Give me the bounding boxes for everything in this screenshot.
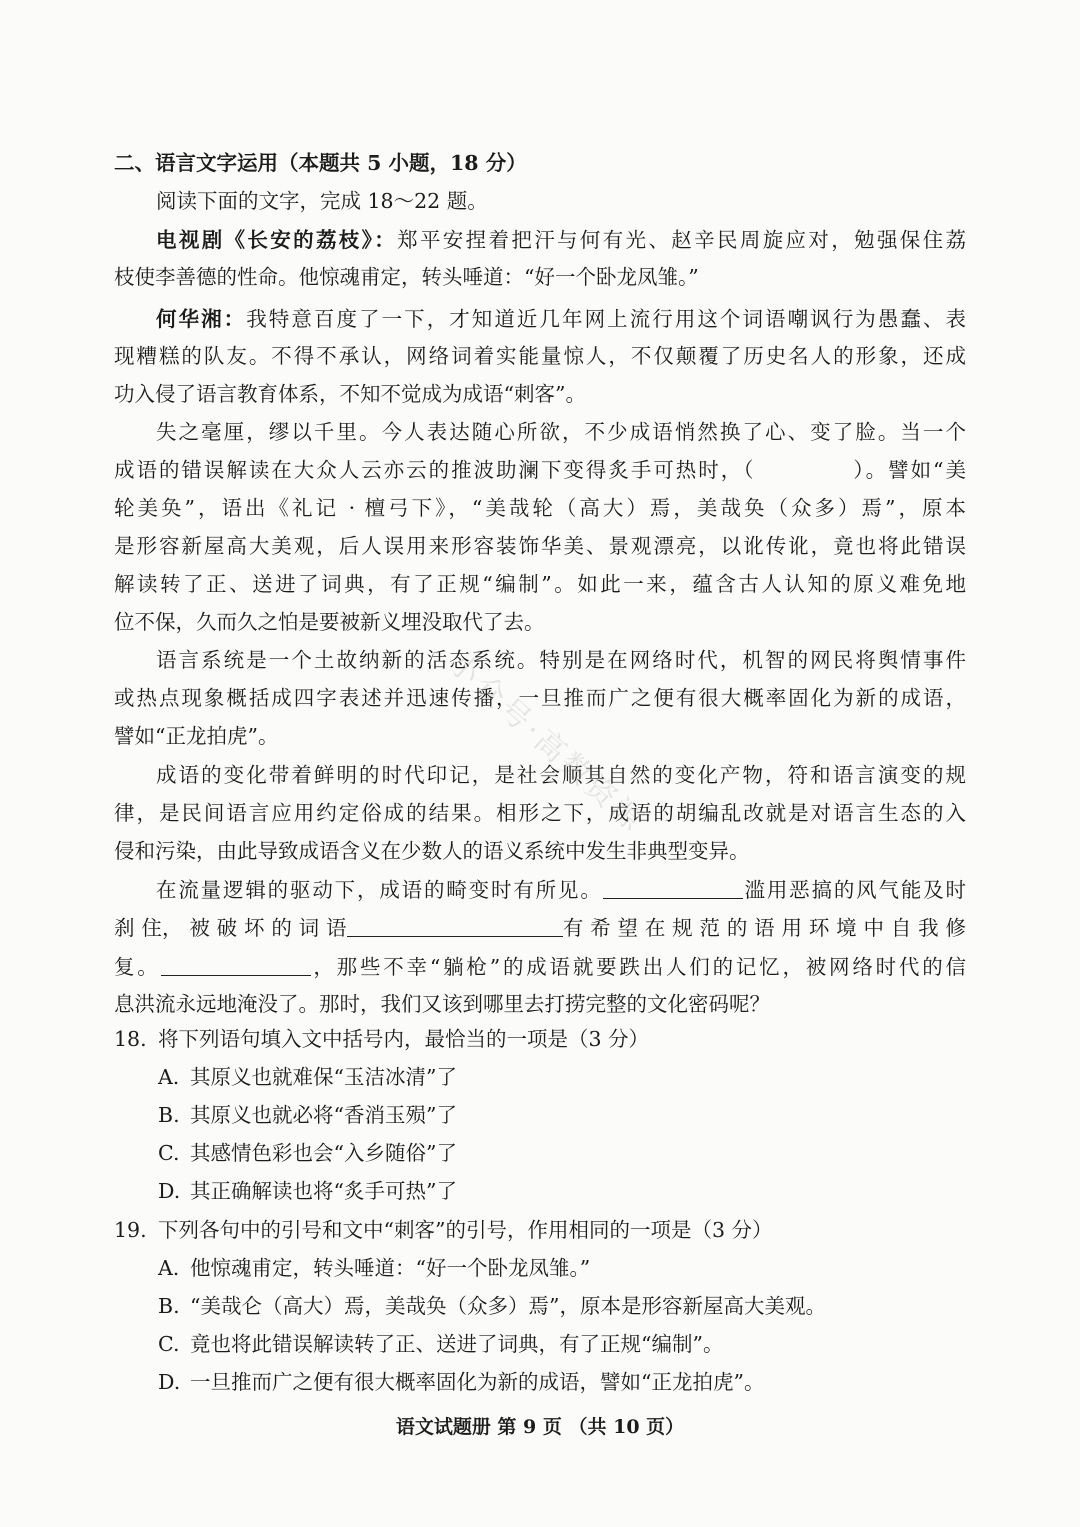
passage-text: 复。 <box>114 955 161 979</box>
option-letter: C. <box>158 1332 180 1356</box>
passage-p5-line3: 侵和污染，由此导致成语含义在少数人的语义系统中发生非典型变异。 <box>114 839 750 863</box>
passage-text: 有 希 望 在 规 范 的 语 用 环 境 中 自 我 修 <box>562 916 966 940</box>
question-19-stem: 下列各句中的引号和文中“刺客”的引号，作用相同的一项是（3 分） <box>158 1218 773 1242</box>
fill-blank-1 <box>603 876 743 899</box>
passage-p6-line2 <box>114 913 966 943</box>
option-text: 其原义也就必将“香消玉殒”了 <box>190 1103 457 1127</box>
q18-option-c[interactable] <box>158 1138 457 1168</box>
watermark: 小众号·高数资源 <box>441 645 652 841</box>
passage-p4-line1: 语言系统是一个土故纳新的活态系统。特别是在网络时代，机智的网民将舆情事件 <box>156 648 966 672</box>
option-text: 竟也将此错误解读转了正、送进了词典，有了正规“编制”。 <box>190 1332 724 1356</box>
question-18-number: 18. <box>114 1027 147 1051</box>
passage-p3-line6: 位不保，久而久之怕是要被新义埋没取代了去。 <box>114 610 545 634</box>
passage-p2-line2: 现糟糕的队友。不得不承认，网络词着实能量惊人，不仅颠覆了历史名人的形象，还成 <box>114 344 966 368</box>
passage-p3-line2 <box>114 455 966 485</box>
q18-option-d[interactable] <box>158 1176 457 1206</box>
passage-p1-line2: 枝使李善德的性命。他惊魂甫定，转头唾道：“好一个卧龙凤雏。” <box>114 265 699 289</box>
option-letter: D. <box>158 1370 181 1394</box>
fill-blank-2 <box>347 914 563 937</box>
passage-text: 我特意百度了一下，才知道近几年网上流行用这个词语嘲讽行为愚蠢、表 <box>246 307 967 331</box>
option-text: 其正确解读也将“炙手可热”了 <box>190 1179 457 1203</box>
passage-text: 成语的错误解读在大众人云亦云的推波助澜下变得炙手可热时，（ <box>114 458 756 482</box>
passage-text: ）。譬如“美 <box>851 458 966 482</box>
option-text: 其原义也就难保“玉洁冰清”了 <box>190 1065 457 1089</box>
q19-option-b[interactable] <box>158 1291 826 1321</box>
q19-option-a[interactable] <box>158 1253 590 1283</box>
passage-text: 刹 住， 被 破 坏 的 词 语 <box>114 916 347 940</box>
section-title: 二、语言文字运用（本题共 5 小题，18 分） <box>114 151 527 175</box>
passage-p2-line1 <box>156 304 966 334</box>
passage-p4-line3: 譬如“正龙拍虎”。 <box>114 724 279 748</box>
passage-p1-line1 <box>156 225 966 255</box>
passage-p6-line3 <box>114 952 966 982</box>
passage-p4-line2: 或热点现象概括成四字表述并迅速传播，一旦推而广之便有很大概率固化为新的成语， <box>114 686 966 710</box>
instruction: 阅读下面的文字，完成 18～22 题。 <box>156 189 488 213</box>
passage-text: 在流量逻辑的驱动下，成语的畸变时有所见。 <box>156 878 603 902</box>
option-letter: A. <box>158 1065 180 1089</box>
option-letter: C. <box>158 1141 180 1165</box>
speaker-label: 何华湘： <box>156 307 247 331</box>
passage-p6-line1 <box>156 875 966 905</box>
passage-p2-line3: 功入侵了语言教育体系，不知不觉成为成语“刺客”。 <box>114 382 586 406</box>
passage-p3-line4: 是形容新屋高大美观，后人误用来形容装饰华美、景观漂亮，以讹传讹，竟也将此错误 <box>114 534 966 558</box>
q18-option-a[interactable] <box>158 1062 457 1092</box>
option-text: “美哉仑（高大）焉，美哉奂（众多）焉”，原本是形容新屋高大美观。 <box>190 1294 826 1318</box>
option-text: 其感情色彩也会“入乡随俗”了 <box>190 1141 457 1165</box>
q18-option-b[interactable] <box>158 1100 457 1130</box>
passage-text: 郑平安捏着把汗与何有光、赵辛民周旋应对，勉强保住荔 <box>397 228 967 252</box>
page-footer: 语文试题册 第 9 页 （共 10 页） <box>395 1416 685 1438</box>
q19-option-d[interactable] <box>158 1367 764 1397</box>
option-letter: A. <box>158 1256 180 1280</box>
option-text: 他惊魂甫定，转头唾道：“好一个卧龙凤雏。” <box>190 1256 591 1280</box>
passage-p5-line1: 成语的变化带着鲜明的时代印记，是社会顺其自然的变化产物，符和语言演变的规 <box>156 763 966 787</box>
option-letter: B. <box>158 1103 180 1127</box>
question-18-stem: 将下列语句填入文中括号内，最恰当的一项是（3 分） <box>158 1027 650 1051</box>
q19-option-c[interactable] <box>158 1329 723 1359</box>
passage-p3-line5: 解读转了正、送进了词典，有了正规“编制”。如此一来，蕴含古人认知的原义难免地 <box>114 572 966 596</box>
option-text: 一旦推而广之便有很大概率固化为新的成语，譬如“正龙拍虎”。 <box>190 1370 765 1394</box>
option-letter: D. <box>158 1179 181 1203</box>
speaker-label: 电视剧《长安的荔枝》： <box>156 228 398 252</box>
passage-p3-line3: 轮美奂”，语出《礼记 · 檀弓下》，“美哉轮（高大）焉，美哉奂（众多）焉”，原本 <box>114 496 966 520</box>
passage-p5-line2: 律，是民间语言应用约定俗成的结果。相形之下，成语的胡编乱改就是对语言生态的入 <box>114 801 966 825</box>
passage-text: 滥用恶搞的风气能及时 <box>742 878 967 902</box>
passage-p3-line1: 失之毫厘，缪以千里。今人表达随心所欲，不少成语悄然换了心、变了脸。当一个 <box>156 420 966 444</box>
passage-text: ，那些不幸“躺枪”的成语就要跌出人们的记忆，被网络时代的信 <box>310 955 967 979</box>
fill-blank-3 <box>161 953 311 976</box>
option-letter: B. <box>158 1294 180 1318</box>
question-19-number: 19. <box>114 1218 147 1242</box>
passage-p6-line4: 息洪流永远地淹没了。那时，我们又该到哪里去打捞完整的文化密码呢？ <box>114 992 770 1016</box>
